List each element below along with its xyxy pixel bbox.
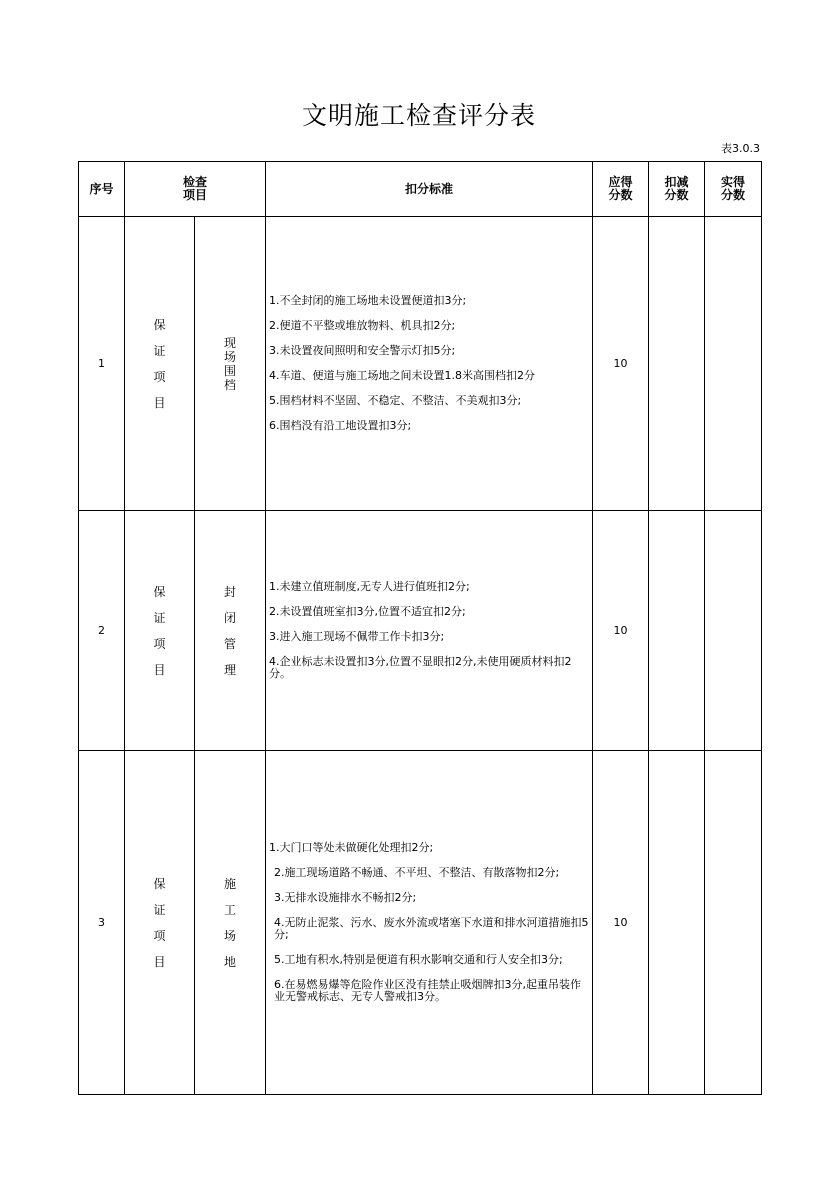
criteria-line: 6.围档没有沿工地设置扣3分;: [269, 419, 412, 432]
row-seq: 3: [79, 751, 125, 1095]
criteria-line: 4.无防止泥浆、污水、废水外流或堵塞下水道和排水河道措施扣5分;: [274, 916, 589, 941]
header-check-item-line2: 项目: [183, 188, 208, 202]
header-actual-score: [705, 162, 762, 217]
criteria-line: 3.未设置夜间照明和安全警示灯扣5分;: [269, 344, 456, 357]
row-due-score: 10: [593, 217, 649, 511]
criteria-line: 4.车道、便道与施工场地之间未设置1.8米高围档扣2分: [269, 369, 536, 382]
criteria-line: 3.进入施工现场不佩带工作卡扣3分;: [269, 630, 445, 643]
row-item: 施 工 场 地: [195, 751, 266, 1095]
row-actual-score[interactable]: [705, 751, 762, 1095]
header-deduct-score: [649, 162, 705, 217]
header-due-line1: 应得: [608, 175, 633, 189]
header-seq: 序号: [79, 162, 125, 217]
table-row: [79, 217, 762, 511]
criteria-line: 5.围档材料不坚固、不稳定、不整洁、不美观扣3分;: [269, 394, 522, 407]
scoring-table: [78, 161, 762, 1095]
row-deduct-score[interactable]: [649, 751, 705, 1095]
criteria-line: 3.无排水设施排水不畅扣2分;: [274, 891, 417, 904]
row-item: 现 场 围 档: [195, 217, 266, 511]
criteria-line: 5.工地有积水,特别是便道有积水影响交通和行人安全扣3分;: [274, 953, 563, 966]
row-due-score: 10: [593, 511, 649, 751]
row-criteria: [266, 217, 593, 511]
row-category: 保 证 项 目: [125, 751, 195, 1095]
row-item: 封 闭 管 理: [195, 511, 266, 751]
header-due-line2: 分数: [608, 188, 633, 202]
header-actual-line1: 实得: [721, 175, 746, 189]
criteria-line: 4.企业标志未设置扣3分,位置不显眼扣2分,未使用硬质材料扣2分。: [269, 655, 572, 680]
criteria-line: 1.不全封闭的施工场地未设置便道扣3分;: [269, 294, 467, 307]
header-due-score: [593, 162, 649, 217]
criteria-line: 2.便道不平整或堆放物料、机具扣2分;: [269, 319, 456, 332]
criteria-line: 6.在易燃易爆等危险作业区没有挂禁止吸烟牌扣3分,起重吊装作业无警戒标志、无专人警戒扣3分。: [274, 978, 582, 1003]
header-deduct-line1: 扣减: [664, 175, 689, 189]
row-criteria: [266, 751, 593, 1095]
header-actual-line2: 分数: [721, 188, 746, 202]
table-row: [79, 751, 762, 1095]
criteria-line: 2.未设置值班室扣3分,位置不适宜扣2分;: [269, 605, 466, 618]
header-deduct-line2: 分数: [664, 188, 689, 202]
row-category: 保 证 项 目: [125, 511, 195, 751]
row-actual-score[interactable]: [705, 511, 762, 751]
row-deduct-score[interactable]: [649, 511, 705, 751]
header-row: [79, 162, 762, 217]
header-criteria: 扣分标准: [266, 162, 593, 217]
row-criteria: [266, 511, 593, 751]
table-number: 表3.0.3: [721, 142, 760, 155]
row-actual-score[interactable]: [705, 217, 762, 511]
criteria-line: 1.大门口等处未做硬化处理扣2分;: [269, 841, 434, 854]
header-check-item: [125, 162, 266, 217]
criteria-line: 1.未建立值班制度,无专人进行值班扣2分;: [269, 580, 470, 593]
row-seq: 1: [79, 217, 125, 511]
header-check-item-line1: 检查: [183, 175, 208, 189]
row-deduct-score[interactable]: [649, 217, 705, 511]
row-due-score: 10: [593, 751, 649, 1095]
page-title: 文明施工检查评分表: [301, 101, 536, 130]
row-category: 保 证 项 目: [125, 217, 195, 511]
row-seq: 2: [79, 511, 125, 751]
criteria-line: 2.施工现场道路不畅通、不平坦、不整洁、有散落物扣2分;: [274, 866, 560, 879]
table-row: [79, 511, 762, 751]
